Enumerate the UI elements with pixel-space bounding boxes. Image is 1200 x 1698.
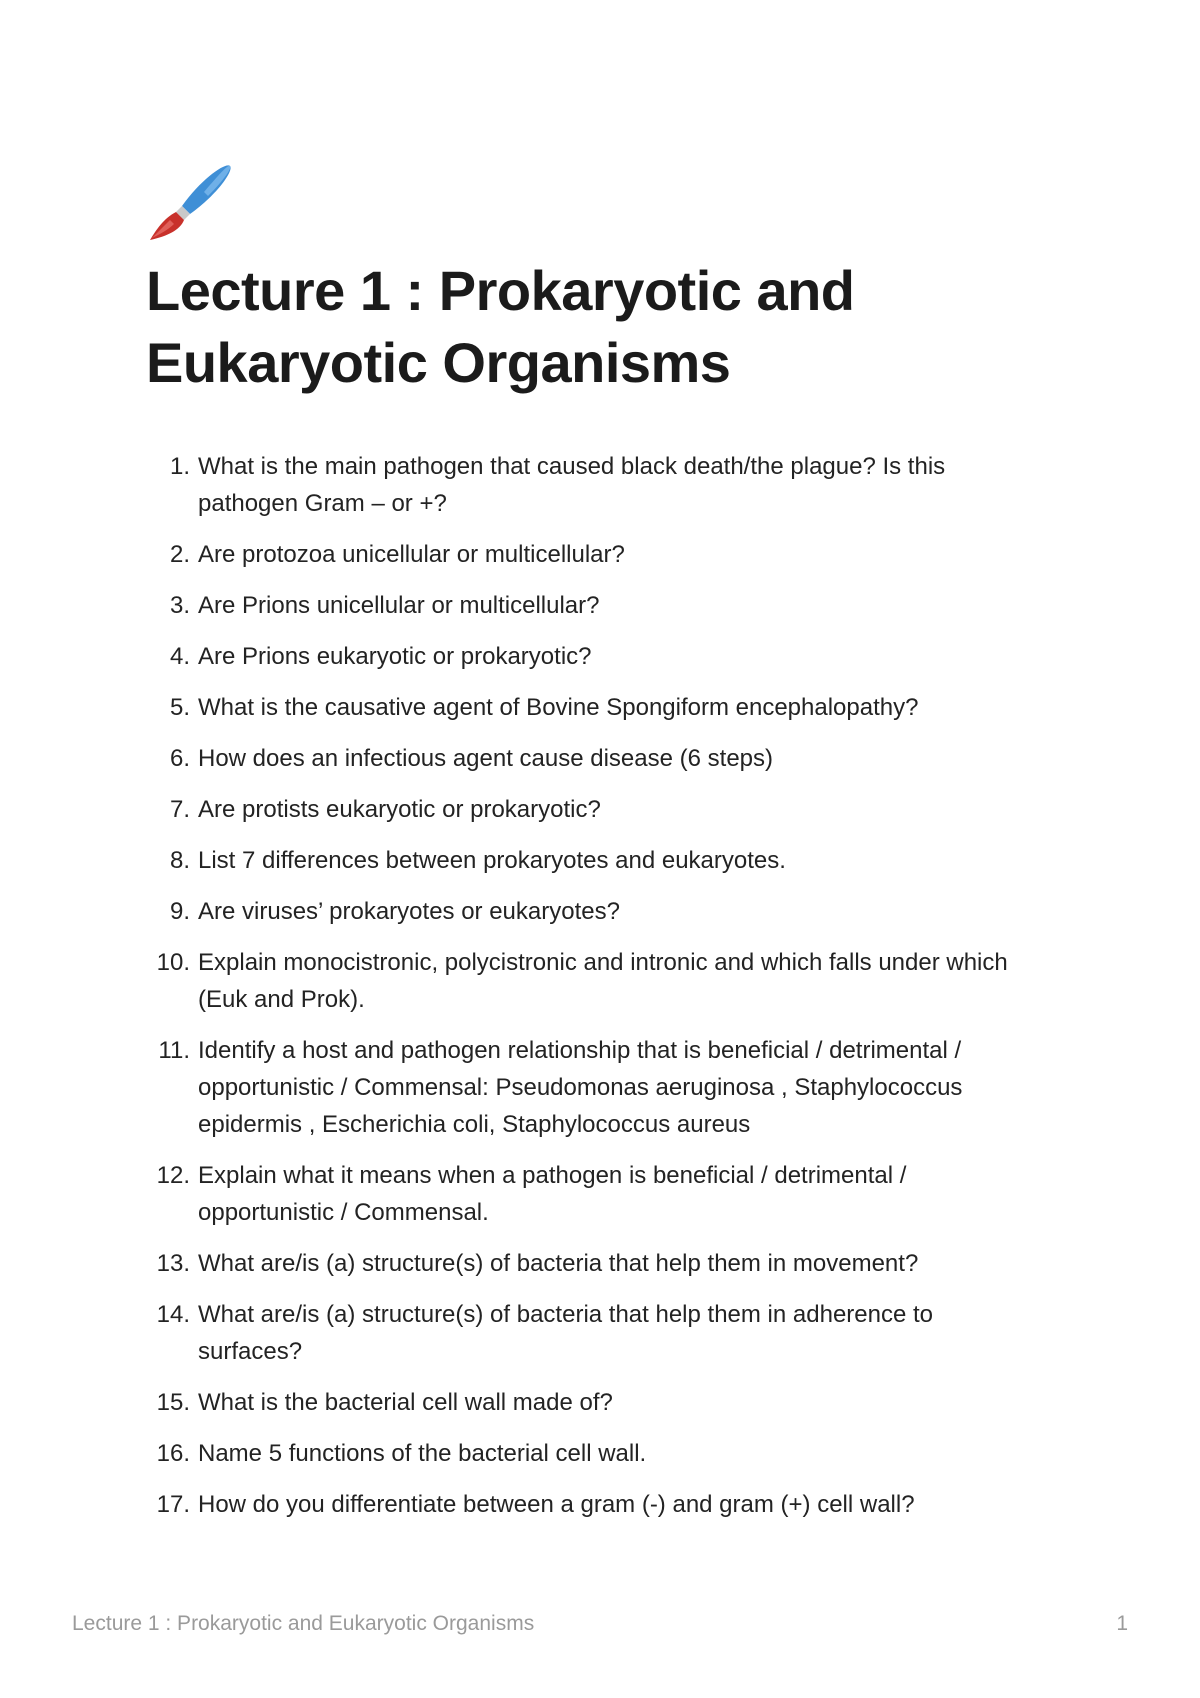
list-item-text: Name 5 functions of the bacterial cell wall. bbox=[198, 1440, 647, 1467]
paintbrush-icon bbox=[146, 160, 236, 250]
list-item bbox=[146, 791, 1036, 828]
list-item-number: 3. bbox=[169, 592, 190, 619]
list-item-number: 1. bbox=[169, 453, 190, 480]
list-item-text: Are Prions unicellular or multicellular? bbox=[198, 592, 600, 619]
list-item bbox=[146, 1296, 1036, 1370]
list-item-text: What are/is (a) structure(s) of bacteria that help them in movement? bbox=[198, 1250, 919, 1277]
list-item-number: 12. bbox=[156, 1162, 190, 1189]
list-item-number: 8. bbox=[169, 847, 190, 874]
list-item-number: 7. bbox=[169, 796, 190, 823]
list-item-text: Identify a host and pathogen relationship that is beneficial / detrimental / opportunistic / Commensal: Pseudomonas aeruginosa , Staphylococcus epidermis , Escherichia coli, Staphylococcus aureus bbox=[198, 1037, 963, 1138]
list-item-text: Explain what it means when a pathogen is beneficial / detrimental / opportunistic / Commensal. bbox=[198, 1162, 907, 1226]
list-item-text: Are Prions eukaryotic or prokaryotic? bbox=[198, 643, 592, 670]
list-item-text: Are protozoa unicellular or multicellular? bbox=[198, 541, 625, 568]
list-item bbox=[146, 1157, 1036, 1231]
list-item-text: How do you differentiate between a gram (-) and gram (+) cell wall? bbox=[198, 1491, 915, 1518]
list-item-text: What is the causative agent of Bovine Spongiform encephalopathy? bbox=[198, 694, 919, 721]
list-item-number: 6. bbox=[169, 745, 190, 772]
page-title: Lecture 1 : Prokaryotic and Eukaryotic Organisms bbox=[146, 259, 855, 394]
list-item bbox=[146, 587, 1036, 624]
list-item-number: 15. bbox=[156, 1389, 190, 1416]
footer-page-number: 1 bbox=[1116, 1612, 1128, 1635]
list-item-number: 2. bbox=[169, 541, 190, 568]
list-item-text: What are/is (a) structure(s) of bacteria that help them in adherence to surfaces? bbox=[198, 1301, 934, 1365]
list-item bbox=[146, 1384, 1036, 1421]
list-item-number: 14. bbox=[156, 1301, 190, 1328]
list-item bbox=[146, 893, 1036, 930]
list-item-text: What is the main pathogen that caused black death/the plague? Is this pathogen Gram – or +? bbox=[198, 453, 946, 517]
question-list bbox=[146, 448, 1036, 1537]
list-item bbox=[146, 944, 1036, 1018]
list-item-number: 16. bbox=[156, 1440, 190, 1467]
list-item-text: What is the bacterial cell wall made of? bbox=[198, 1389, 613, 1416]
list-item-number: 13. bbox=[156, 1250, 190, 1277]
list-item bbox=[146, 1486, 1036, 1523]
list-item-number: 9. bbox=[169, 898, 190, 925]
list-item-text: Are viruses’ prokaryotes or eukaryotes? bbox=[198, 898, 620, 925]
list-item bbox=[146, 1032, 1036, 1143]
list-item bbox=[146, 638, 1036, 675]
list-item bbox=[146, 448, 1036, 522]
list-item-text: Explain monocistronic, polycistronic and intronic and which falls under which (Euk and Prok). bbox=[198, 949, 1008, 1013]
list-item bbox=[146, 1435, 1036, 1472]
list-item-number: 10. bbox=[156, 949, 190, 976]
list-item bbox=[146, 740, 1036, 777]
page-icon bbox=[146, 160, 236, 250]
list-item-number: 4. bbox=[169, 643, 190, 670]
list-item-text: List 7 differences between prokaryotes and eukaryotes. bbox=[198, 847, 786, 874]
list-item-number: 11. bbox=[158, 1037, 190, 1064]
list-item-number: 5. bbox=[169, 694, 190, 721]
list-item bbox=[146, 536, 1036, 573]
footer-title: Lecture 1 : Prokaryotic and Eukaryotic Organisms bbox=[72, 1612, 535, 1635]
list-item bbox=[146, 689, 1036, 726]
list-item bbox=[146, 1245, 1036, 1282]
list-item-text: How does an infectious agent cause disease (6 steps) bbox=[198, 745, 774, 772]
list-item bbox=[146, 842, 1036, 879]
list-item-number: 17. bbox=[156, 1491, 190, 1518]
list-item-text: Are protists eukaryotic or prokaryotic? bbox=[198, 796, 601, 823]
